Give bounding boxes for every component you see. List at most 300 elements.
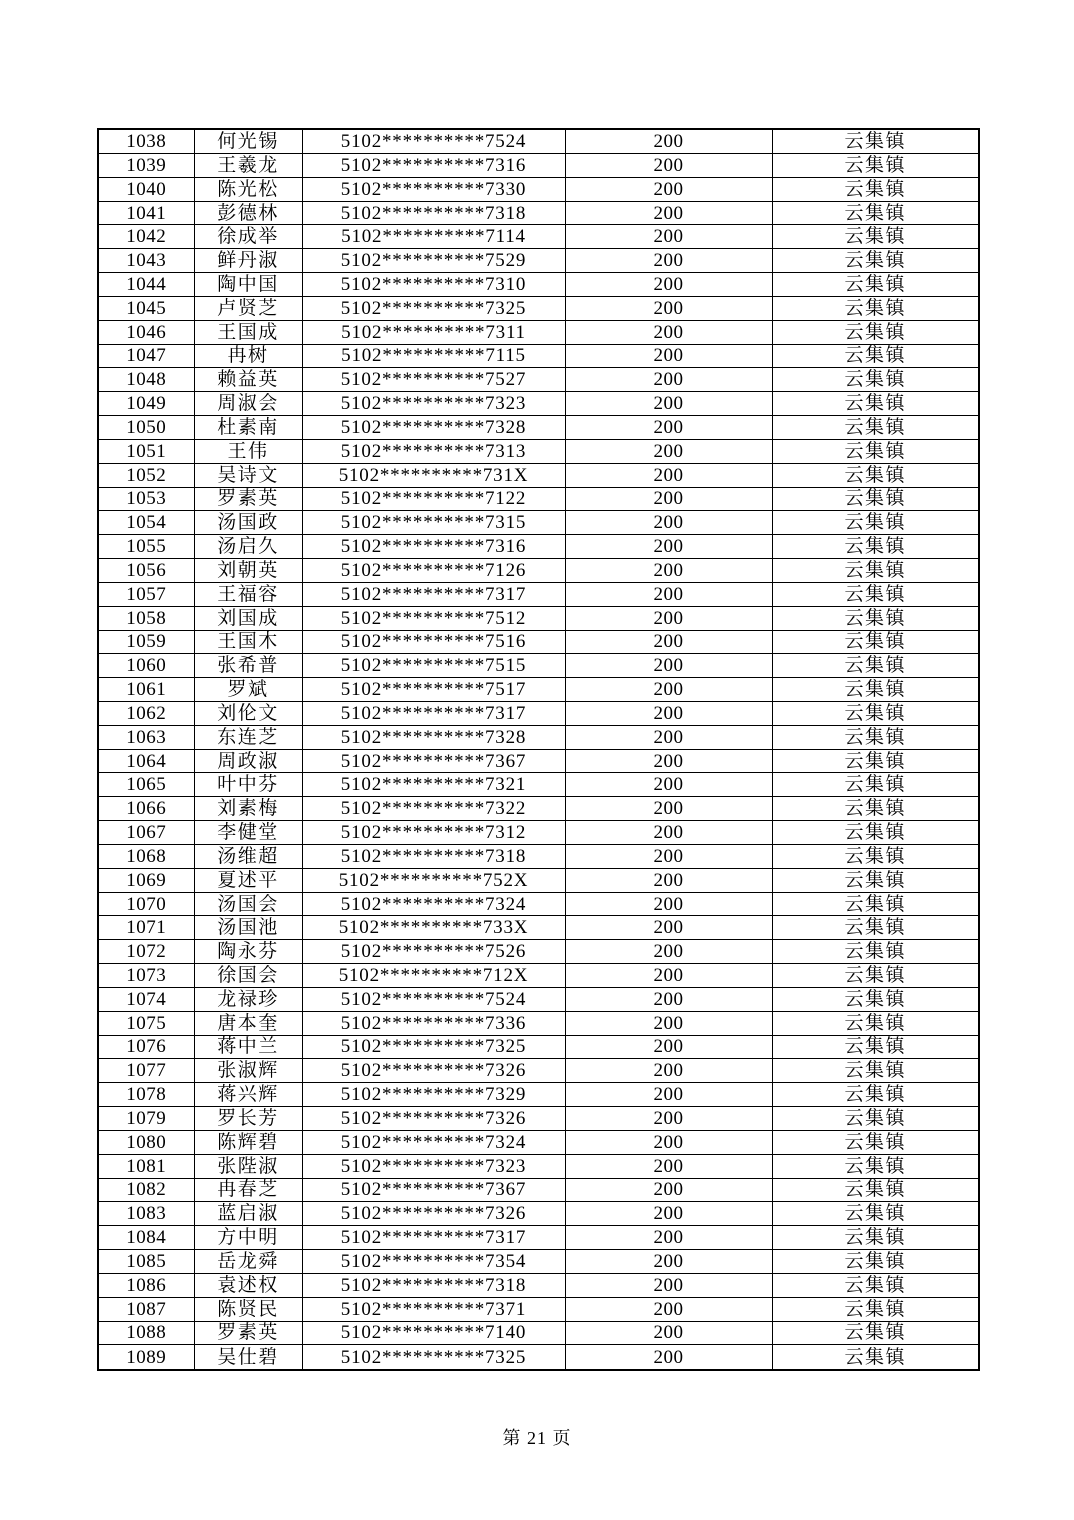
cell-id-number-masked: 5102**********752X — [302, 868, 565, 892]
cell-amount: 200 — [565, 654, 772, 678]
cell-town: 云集镇 — [772, 1130, 979, 1154]
cell-serial-number: 1089 — [98, 1345, 194, 1370]
cell-id-number-masked: 5102**********7326 — [302, 1202, 565, 1226]
cell-name: 卢贤芝 — [194, 296, 302, 320]
cell-amount: 200 — [565, 821, 772, 845]
cell-town: 云集镇 — [772, 1273, 979, 1297]
cell-name: 罗长芳 — [194, 1107, 302, 1131]
cell-name: 蒋中兰 — [194, 1035, 302, 1059]
cell-serial-number: 1048 — [98, 368, 194, 392]
cell-serial-number: 1079 — [98, 1107, 194, 1131]
cell-town: 云集镇 — [772, 320, 979, 344]
cell-name: 方中明 — [194, 1226, 302, 1250]
cell-amount: 200 — [565, 844, 772, 868]
cell-town: 云集镇 — [772, 1345, 979, 1370]
cell-town: 云集镇 — [772, 606, 979, 630]
cell-name: 陈光松 — [194, 177, 302, 201]
cell-id-number-masked: 5102**********7316 — [302, 535, 565, 559]
cell-id-number-masked: 5102**********7311 — [302, 320, 565, 344]
table-row — [98, 1226, 979, 1250]
table-row — [98, 844, 979, 868]
cell-name: 周政淑 — [194, 749, 302, 773]
cell-town: 云集镇 — [772, 153, 979, 177]
cell-id-number-masked: 5102**********7529 — [302, 249, 565, 273]
cell-town: 云集镇 — [772, 773, 979, 797]
cell-amount: 200 — [565, 701, 772, 725]
cell-serial-number: 1082 — [98, 1178, 194, 1202]
cell-id-number-masked: 5102**********7325 — [302, 1035, 565, 1059]
cell-id-number-masked: 5102**********7354 — [302, 1250, 565, 1274]
cell-id-number-masked: 5102**********7371 — [302, 1297, 565, 1321]
table-row — [98, 1250, 979, 1274]
cell-serial-number: 1068 — [98, 844, 194, 868]
cell-serial-number: 1058 — [98, 606, 194, 630]
cell-amount: 200 — [565, 1273, 772, 1297]
table-row — [98, 273, 979, 297]
cell-serial-number: 1081 — [98, 1154, 194, 1178]
cell-amount: 200 — [565, 511, 772, 535]
cell-amount: 200 — [565, 797, 772, 821]
cell-name: 汤启久 — [194, 535, 302, 559]
cell-amount: 200 — [565, 964, 772, 988]
cell-serial-number: 1083 — [98, 1202, 194, 1226]
cell-name: 王伟 — [194, 439, 302, 463]
cell-amount: 200 — [565, 1321, 772, 1345]
cell-serial-number: 1071 — [98, 916, 194, 940]
cell-serial-number: 1069 — [98, 868, 194, 892]
cell-town: 云集镇 — [772, 463, 979, 487]
cell-amount: 200 — [565, 416, 772, 440]
cell-amount: 200 — [565, 153, 772, 177]
table-row — [98, 177, 979, 201]
table-row — [98, 559, 979, 583]
cell-id-number-masked: 5102**********7318 — [302, 1273, 565, 1297]
cell-amount: 200 — [565, 749, 772, 773]
cell-amount: 200 — [565, 177, 772, 201]
cell-serial-number: 1084 — [98, 1226, 194, 1250]
cell-id-number-masked: 5102**********7140 — [302, 1321, 565, 1345]
table-row — [98, 320, 979, 344]
cell-name: 张希普 — [194, 654, 302, 678]
cell-amount: 200 — [565, 1345, 772, 1370]
cell-name: 蓝启淑 — [194, 1202, 302, 1226]
cell-town: 云集镇 — [772, 559, 979, 583]
cell-town: 云集镇 — [772, 725, 979, 749]
cell-town: 云集镇 — [772, 940, 979, 964]
cell-town: 云集镇 — [772, 1178, 979, 1202]
cell-id-number-masked: 5102**********7313 — [302, 439, 565, 463]
cell-serial-number: 1056 — [98, 559, 194, 583]
cell-name: 叶中芬 — [194, 773, 302, 797]
cell-town: 云集镇 — [772, 1154, 979, 1178]
table-row — [98, 296, 979, 320]
table-row — [98, 1178, 979, 1202]
table-row — [98, 868, 979, 892]
cell-town: 云集镇 — [772, 1035, 979, 1059]
cell-town: 云集镇 — [772, 1059, 979, 1083]
cell-amount: 200 — [565, 773, 772, 797]
cell-id-number-masked: 5102**********7310 — [302, 273, 565, 297]
cell-id-number-masked: 5102**********7326 — [302, 1107, 565, 1131]
cell-name: 张淑辉 — [194, 1059, 302, 1083]
cell-serial-number: 1062 — [98, 701, 194, 725]
cell-id-number-masked: 5102**********7115 — [302, 344, 565, 368]
cell-amount: 200 — [565, 916, 772, 940]
cell-name: 汤国池 — [194, 916, 302, 940]
table-row — [98, 201, 979, 225]
table-row — [98, 821, 979, 845]
cell-name: 东连芝 — [194, 725, 302, 749]
cell-amount: 200 — [565, 1011, 772, 1035]
cell-town: 云集镇 — [772, 535, 979, 559]
cell-town: 云集镇 — [772, 987, 979, 1011]
cell-id-number-masked: 5102**********7318 — [302, 201, 565, 225]
cell-id-number-masked: 5102**********7367 — [302, 1178, 565, 1202]
table-row — [98, 797, 979, 821]
cell-amount: 200 — [565, 249, 772, 273]
cell-name: 陶中国 — [194, 273, 302, 297]
cell-id-number-masked: 5102**********7524 — [302, 987, 565, 1011]
cell-amount: 200 — [565, 1107, 772, 1131]
cell-id-number-masked: 5102**********7321 — [302, 773, 565, 797]
cell-serial-number: 1050 — [98, 416, 194, 440]
cell-id-number-masked: 5102**********7516 — [302, 630, 565, 654]
cell-amount: 200 — [565, 225, 772, 249]
cell-serial-number: 1074 — [98, 987, 194, 1011]
cell-amount: 200 — [565, 439, 772, 463]
cell-serial-number: 1085 — [98, 1250, 194, 1274]
table-row — [98, 1321, 979, 1345]
cell-id-number-masked: 5102**********7330 — [302, 177, 565, 201]
cell-name: 罗素英 — [194, 1321, 302, 1345]
cell-serial-number: 1066 — [98, 797, 194, 821]
cell-name: 刘伦文 — [194, 701, 302, 725]
cell-amount: 200 — [565, 201, 772, 225]
cell-id-number-masked: 5102**********7315 — [302, 511, 565, 535]
cell-name: 赖益英 — [194, 368, 302, 392]
cell-name: 陈辉碧 — [194, 1130, 302, 1154]
cell-id-number-masked: 5102**********712X — [302, 964, 565, 988]
cell-id-number-masked: 5102**********733X — [302, 916, 565, 940]
cell-serial-number: 1049 — [98, 392, 194, 416]
cell-amount: 200 — [565, 559, 772, 583]
cell-town: 云集镇 — [772, 964, 979, 988]
record-table-body — [98, 129, 979, 1370]
cell-serial-number: 1075 — [98, 1011, 194, 1035]
cell-id-number-masked: 5102**********7114 — [302, 225, 565, 249]
cell-serial-number: 1078 — [98, 1083, 194, 1107]
cell-town: 云集镇 — [772, 511, 979, 535]
cell-serial-number: 1086 — [98, 1273, 194, 1297]
table-row — [98, 392, 979, 416]
table-row — [98, 1202, 979, 1226]
cell-id-number-masked: 5102**********7329 — [302, 1083, 565, 1107]
cell-amount: 200 — [565, 392, 772, 416]
cell-name: 杜素南 — [194, 416, 302, 440]
cell-id-number-masked: 5102**********7318 — [302, 844, 565, 868]
cell-serial-number: 1080 — [98, 1130, 194, 1154]
cell-id-number-masked: 5102**********7527 — [302, 368, 565, 392]
cell-amount: 200 — [565, 487, 772, 511]
cell-name: 罗斌 — [194, 678, 302, 702]
cell-name: 李健堂 — [194, 821, 302, 845]
cell-serial-number: 1041 — [98, 201, 194, 225]
table-row — [98, 1035, 979, 1059]
cell-id-number-masked: 5102**********7515 — [302, 654, 565, 678]
cell-serial-number: 1045 — [98, 296, 194, 320]
cell-serial-number: 1073 — [98, 964, 194, 988]
cell-id-number-masked: 5102**********731X — [302, 463, 565, 487]
cell-serial-number: 1059 — [98, 630, 194, 654]
cell-serial-number: 1051 — [98, 439, 194, 463]
cell-id-number-masked: 5102**********7328 — [302, 725, 565, 749]
cell-name: 徐成举 — [194, 225, 302, 249]
cell-id-number-masked: 5102**********7325 — [302, 296, 565, 320]
cell-amount: 200 — [565, 129, 772, 153]
cell-serial-number: 1064 — [98, 749, 194, 773]
cell-id-number-masked: 5102**********7126 — [302, 559, 565, 583]
cell-amount: 200 — [565, 1202, 772, 1226]
cell-serial-number: 1039 — [98, 153, 194, 177]
cell-amount: 200 — [565, 630, 772, 654]
cell-id-number-masked: 5102**********7322 — [302, 797, 565, 821]
table-row — [98, 892, 979, 916]
table-row — [98, 439, 979, 463]
table-row — [98, 987, 979, 1011]
page-footer: 第 21 页 — [502, 1428, 572, 1448]
cell-amount: 200 — [565, 1250, 772, 1274]
table-row — [98, 416, 979, 440]
cell-name: 王国成 — [194, 320, 302, 344]
cell-serial-number: 1088 — [98, 1321, 194, 1345]
cell-town: 云集镇 — [772, 249, 979, 273]
table-row — [98, 344, 979, 368]
cell-town: 云集镇 — [772, 797, 979, 821]
cell-amount: 200 — [565, 1226, 772, 1250]
cell-town: 云集镇 — [772, 368, 979, 392]
cell-serial-number: 1038 — [98, 129, 194, 153]
cell-name: 蒋兴辉 — [194, 1083, 302, 1107]
table-row — [98, 1059, 979, 1083]
cell-town: 云集镇 — [772, 654, 979, 678]
cell-name: 吴仕碧 — [194, 1345, 302, 1370]
cell-town: 云集镇 — [772, 296, 979, 320]
cell-id-number-masked: 5102**********7524 — [302, 129, 565, 153]
cell-id-number-masked: 5102**********7526 — [302, 940, 565, 964]
table-row — [98, 511, 979, 535]
table-row — [98, 749, 979, 773]
cell-name: 袁述权 — [194, 1273, 302, 1297]
cell-amount: 200 — [565, 606, 772, 630]
cell-id-number-masked: 5102**********7324 — [302, 1130, 565, 1154]
cell-name: 陶永芬 — [194, 940, 302, 964]
cell-town: 云集镇 — [772, 439, 979, 463]
cell-serial-number: 1047 — [98, 344, 194, 368]
table-row — [98, 725, 979, 749]
cell-id-number-masked: 5102**********7367 — [302, 749, 565, 773]
cell-town: 云集镇 — [772, 177, 979, 201]
cell-name: 冉春芝 — [194, 1178, 302, 1202]
cell-town: 云集镇 — [772, 821, 979, 845]
table-row — [98, 1107, 979, 1131]
cell-name: 汤国会 — [194, 892, 302, 916]
cell-serial-number: 1040 — [98, 177, 194, 201]
cell-town: 云集镇 — [772, 1107, 979, 1131]
cell-serial-number: 1053 — [98, 487, 194, 511]
cell-town: 云集镇 — [772, 201, 979, 225]
cell-id-number-masked: 5102**********7316 — [302, 153, 565, 177]
cell-serial-number: 1065 — [98, 773, 194, 797]
table-row — [98, 654, 979, 678]
table-row — [98, 678, 979, 702]
cell-town: 云集镇 — [772, 1321, 979, 1345]
table-row — [98, 916, 979, 940]
cell-town: 云集镇 — [772, 1083, 979, 1107]
cell-amount: 200 — [565, 1297, 772, 1321]
cell-name: 徐国会 — [194, 964, 302, 988]
table-row — [98, 1345, 979, 1370]
cell-id-number-masked: 5102**********7328 — [302, 416, 565, 440]
table-row — [98, 701, 979, 725]
cell-amount: 200 — [565, 368, 772, 392]
table-row — [98, 1273, 979, 1297]
cell-name: 吴诗文 — [194, 463, 302, 487]
table-row — [98, 1297, 979, 1321]
cell-serial-number: 1046 — [98, 320, 194, 344]
table-row — [98, 606, 979, 630]
cell-town: 云集镇 — [772, 1250, 979, 1274]
cell-serial-number: 1044 — [98, 273, 194, 297]
cell-town: 云集镇 — [772, 868, 979, 892]
table-row — [98, 153, 979, 177]
cell-id-number-masked: 5102**********7317 — [302, 1226, 565, 1250]
cell-id-number-masked: 5102**********7312 — [302, 821, 565, 845]
cell-name: 周淑会 — [194, 392, 302, 416]
cell-name: 冉树 — [194, 344, 302, 368]
cell-amount: 200 — [565, 320, 772, 344]
cell-town: 云集镇 — [772, 487, 979, 511]
cell-id-number-masked: 5102**********7325 — [302, 1345, 565, 1370]
cell-name: 彭德林 — [194, 201, 302, 225]
cell-serial-number: 1043 — [98, 249, 194, 273]
table-row — [98, 1083, 979, 1107]
cell-id-number-masked: 5102**********7317 — [302, 701, 565, 725]
table-row — [98, 1154, 979, 1178]
cell-serial-number: 1072 — [98, 940, 194, 964]
cell-amount: 200 — [565, 344, 772, 368]
cell-serial-number: 1063 — [98, 725, 194, 749]
cell-town: 云集镇 — [772, 1202, 979, 1226]
table-row — [98, 964, 979, 988]
cell-serial-number: 1042 — [98, 225, 194, 249]
cell-town: 云集镇 — [772, 344, 979, 368]
table-row — [98, 1011, 979, 1035]
cell-town: 云集镇 — [772, 916, 979, 940]
cell-amount: 200 — [565, 678, 772, 702]
table-row — [98, 940, 979, 964]
cell-name: 汤维超 — [194, 844, 302, 868]
cell-amount: 200 — [565, 1178, 772, 1202]
cell-name: 王羲龙 — [194, 153, 302, 177]
cell-amount: 200 — [565, 940, 772, 964]
cell-serial-number: 1060 — [98, 654, 194, 678]
cell-id-number-masked: 5102**********7323 — [302, 392, 565, 416]
table-row — [98, 582, 979, 606]
cell-name: 鲜丹淑 — [194, 249, 302, 273]
cell-serial-number: 1054 — [98, 511, 194, 535]
table-row — [98, 225, 979, 249]
cell-town: 云集镇 — [772, 892, 979, 916]
cell-amount: 200 — [565, 1154, 772, 1178]
cell-serial-number: 1070 — [98, 892, 194, 916]
cell-town: 云集镇 — [772, 749, 979, 773]
table-row — [98, 487, 979, 511]
cell-id-number-masked: 5102**********7122 — [302, 487, 565, 511]
cell-name: 刘朝英 — [194, 559, 302, 583]
table-row — [98, 773, 979, 797]
cell-id-number-masked: 5102**********7324 — [302, 892, 565, 916]
cell-id-number-masked: 5102**********7326 — [302, 1059, 565, 1083]
cell-amount: 200 — [565, 987, 772, 1011]
cell-town: 云集镇 — [772, 273, 979, 297]
cell-name: 张陛淑 — [194, 1154, 302, 1178]
cell-name: 王国木 — [194, 630, 302, 654]
cell-town: 云集镇 — [772, 678, 979, 702]
cell-amount: 200 — [565, 1083, 772, 1107]
cell-amount: 200 — [565, 535, 772, 559]
cell-name: 王福容 — [194, 582, 302, 606]
cell-name: 刘国成 — [194, 606, 302, 630]
cell-id-number-masked: 5102**********7323 — [302, 1154, 565, 1178]
cell-town: 云集镇 — [772, 630, 979, 654]
cell-id-number-masked: 5102**********7517 — [302, 678, 565, 702]
cell-amount: 200 — [565, 296, 772, 320]
cell-serial-number: 1055 — [98, 535, 194, 559]
cell-name: 刘素梅 — [194, 797, 302, 821]
cell-name: 唐本奎 — [194, 1011, 302, 1035]
table-row — [98, 129, 979, 153]
cell-town: 云集镇 — [772, 225, 979, 249]
table-row — [98, 535, 979, 559]
cell-name: 罗素英 — [194, 487, 302, 511]
cell-name: 何光锡 — [194, 129, 302, 153]
cell-name: 龙禄珍 — [194, 987, 302, 1011]
cell-amount: 200 — [565, 463, 772, 487]
cell-town: 云集镇 — [772, 844, 979, 868]
cell-serial-number: 1057 — [98, 582, 194, 606]
cell-serial-number: 1052 — [98, 463, 194, 487]
cell-serial-number: 1076 — [98, 1035, 194, 1059]
cell-town: 云集镇 — [772, 1226, 979, 1250]
cell-amount: 200 — [565, 1059, 772, 1083]
cell-town: 云集镇 — [772, 582, 979, 606]
table-row — [98, 1130, 979, 1154]
cell-amount: 200 — [565, 1130, 772, 1154]
cell-id-number-masked: 5102**********7317 — [302, 582, 565, 606]
cell-town: 云集镇 — [772, 1297, 979, 1321]
cell-amount: 200 — [565, 1035, 772, 1059]
table-row — [98, 249, 979, 273]
cell-name: 岳龙舜 — [194, 1250, 302, 1274]
cell-name: 汤国政 — [194, 511, 302, 535]
cell-name: 夏述平 — [194, 868, 302, 892]
cell-town: 云集镇 — [772, 701, 979, 725]
cell-amount: 200 — [565, 868, 772, 892]
cell-serial-number: 1077 — [98, 1059, 194, 1083]
cell-amount: 200 — [565, 273, 772, 297]
cell-town: 云集镇 — [772, 129, 979, 153]
cell-town: 云集镇 — [772, 416, 979, 440]
